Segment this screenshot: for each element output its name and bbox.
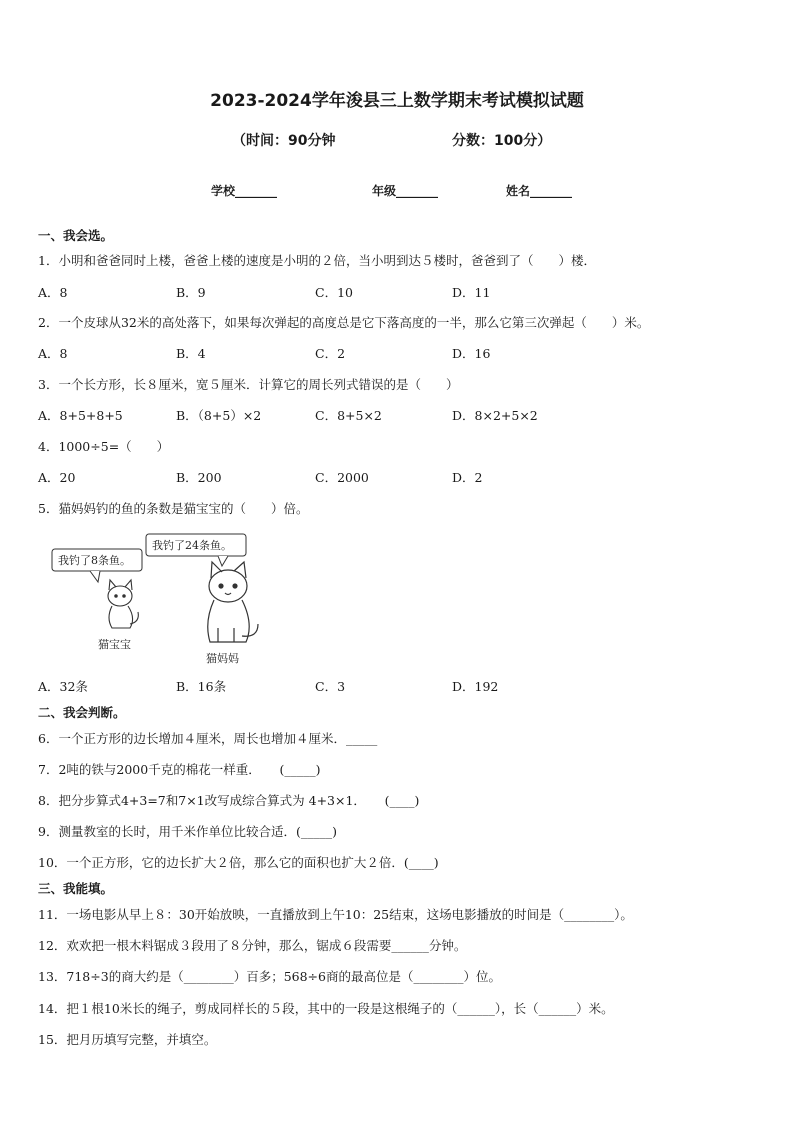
q5-option-d[interactable]: D．192 — [452, 679, 499, 694]
q5-option-c[interactable]: C．3 — [315, 679, 346, 694]
cat-illustration — [46, 532, 266, 670]
question-13: 13．718÷3的商大约是（________）百多；568÷6商的最高位是（________）位。 — [38, 969, 501, 984]
name-field[interactable]: 姓名_______ — [506, 184, 573, 198]
question-5: 5．猫妈妈钓的鱼的条数是猫宝宝的（ ）倍。 — [38, 501, 309, 516]
q4-option-b[interactable]: B．200 — [176, 470, 222, 485]
question-4: 4．1000÷5=（ ） — [38, 439, 170, 454]
school-field[interactable]: 学校_______ — [211, 184, 278, 198]
q2-option-a[interactable]: A．8 — [38, 346, 68, 361]
question-14: 14．把１根10米长的绳子，剪成同样长的５段，其中的一段是这根绳子的（______），长（______）米。 — [38, 1001, 614, 1016]
question-12: 12．欢欢把一根木料锯成３段用了８分钟，那么，锯成６段需要______分钟。 — [38, 938, 467, 953]
section-choice-heading: 一、我会选。 — [38, 228, 114, 243]
baby-cat-icon — [108, 580, 138, 628]
q5-option-a[interactable]: A．32条 — [38, 679, 88, 694]
question-3: 3．一个长方形，长８厘米，宽５厘米．计算它的周长列式错误的是（ ） — [38, 377, 459, 392]
q2-option-b[interactable]: B．4 — [176, 346, 206, 361]
score-label: 分数：100分） — [452, 133, 552, 149]
question-9: 9．测量教室的长时，用千米作单位比较合适．(_____) — [38, 824, 337, 839]
q1-option-b[interactable]: B．9 — [176, 285, 206, 300]
q4-option-a[interactable]: A．20 — [38, 470, 76, 485]
grade-field[interactable]: 年级_______ — [372, 184, 439, 198]
question-6: 6．一个正方形的边长增加４厘米，周长也增加４厘米．_____ — [38, 731, 378, 746]
q2-option-d[interactable]: D．16 — [452, 346, 491, 361]
question-1: 1．小明和爸爸同时上楼，爸爸上楼的速度是小明的２倍，当小明到达５楼时，爸爸到了（ ）楼． — [38, 253, 596, 268]
baby-cat-label: 猫宝宝 — [98, 638, 131, 651]
q1-option-d[interactable]: D．11 — [452, 285, 491, 300]
section-judge-heading: 二、我会判断。 — [38, 705, 126, 720]
q1-option-c[interactable]: C．10 — [315, 285, 353, 300]
q3-option-d[interactable]: D．8×2+5×2 — [452, 408, 538, 423]
time-label: （时间：90分钟 — [232, 133, 336, 149]
baby-bubble-text: 我钓了8条鱼。 — [58, 554, 131, 567]
q5-option-b[interactable]: B．16条 — [176, 679, 227, 694]
question-11: 11．一场电影从早上８：30开始放映，一直播放到上午10：25结束，这场电影播放的时间是（________）。 — [38, 907, 633, 922]
mom-cat-icon — [208, 562, 258, 642]
q4-option-d[interactable]: D．2 — [452, 470, 483, 485]
section-fill-heading: 三、我能填。 — [38, 881, 114, 896]
q1-option-a[interactable]: A．8 — [38, 285, 68, 300]
question-8: 8．把分步算式4+3=7和7×1改写成综合算式为 4+3×1． (____) — [38, 793, 420, 808]
question-7: 7．2吨的铁与2000千克的棉花一样重． (_____) — [38, 762, 321, 777]
q3-option-b[interactable]: B．（8+5）×2 — [176, 408, 262, 423]
cat-fishing-figure — [46, 532, 266, 670]
q3-option-c[interactable]: C．8+5×2 — [315, 408, 382, 423]
q4-option-c[interactable]: C．2000 — [315, 470, 369, 485]
page-title: 2023-2024学年浚县三上数学期末考试模拟试题 — [210, 91, 584, 111]
q2-option-c[interactable]: C．2 — [315, 346, 346, 361]
mom-cat-label: 猫妈妈 — [206, 652, 239, 665]
question-2: 2．一个皮球从32米的高处落下，如果每次弹起的高度总是它下落高度的一半，那么它第三次弹起（ ）米。 — [38, 315, 650, 330]
question-10: 10．一个正方形，它的边长扩大２倍，那么它的面积也扩大２倍．(____) — [38, 855, 439, 870]
mom-bubble-text: 我钓了24条鱼。 — [152, 539, 232, 552]
q3-option-a[interactable]: A．8+5+8+5 — [38, 408, 123, 423]
question-15: 15．把月历填写完整，并填空。 — [38, 1032, 217, 1047]
